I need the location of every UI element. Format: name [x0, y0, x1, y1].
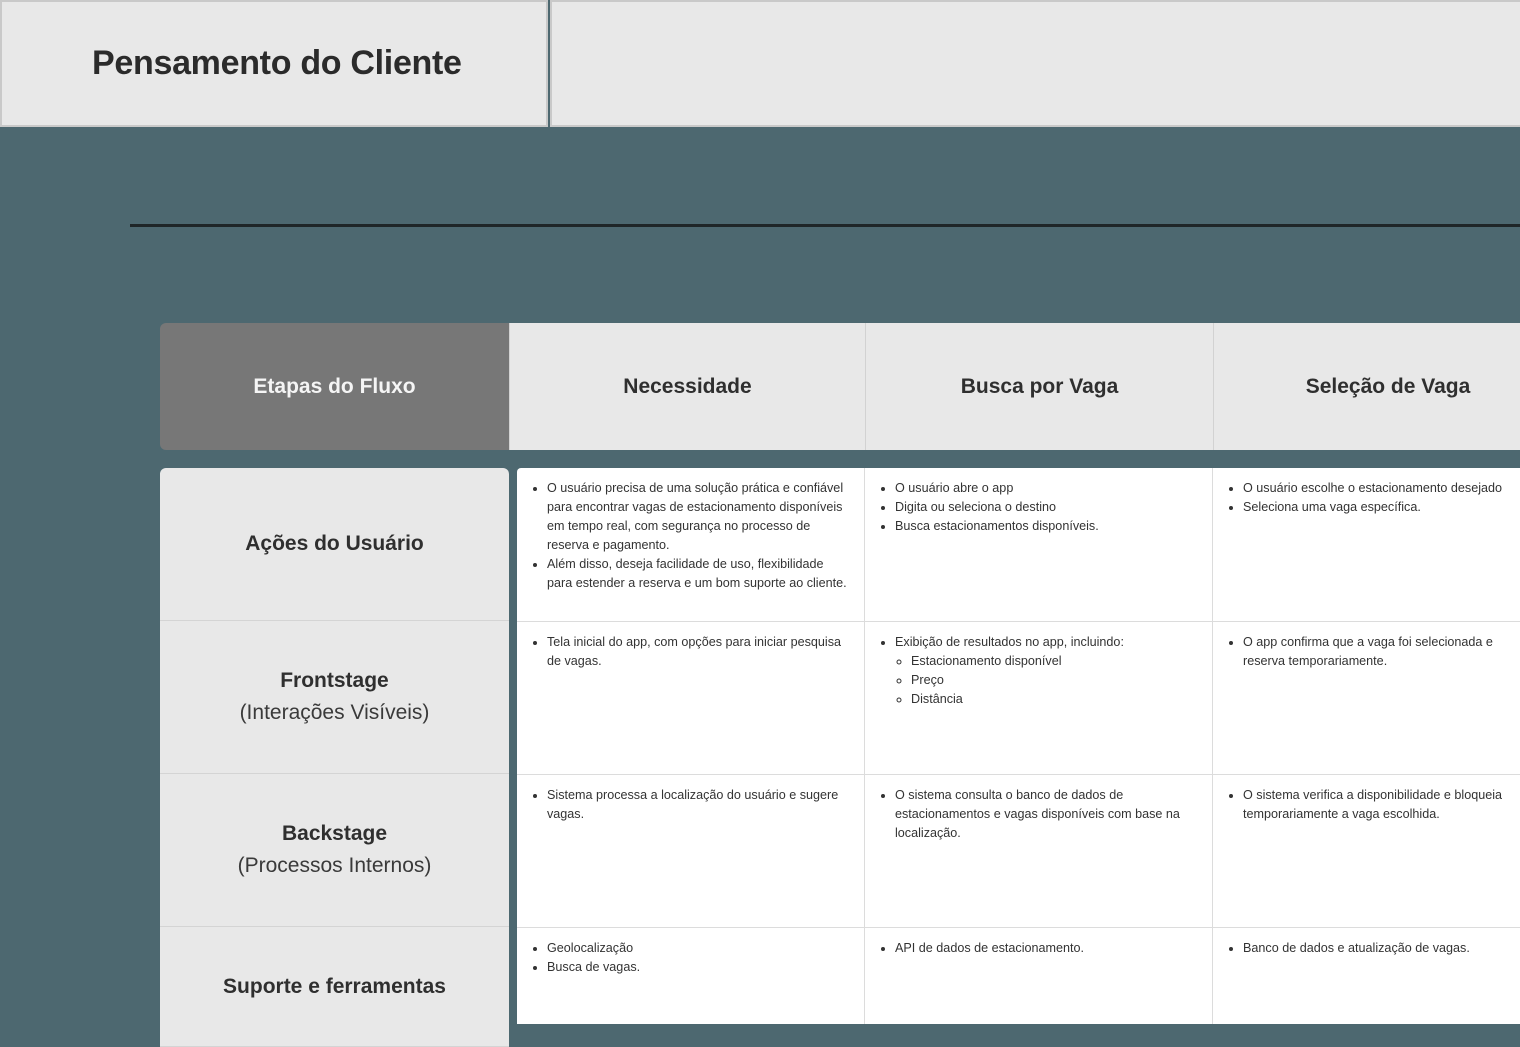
list-item: • Busca de vagas. [547, 958, 852, 977]
cell-acoes-busca [865, 468, 1213, 622]
sub-list-item: ◦ Distância [911, 690, 1200, 709]
cell-backstage-busca [865, 775, 1213, 928]
row-label-text: Frontstage [280, 669, 389, 692]
list-item: • O app confirma que a vaga foi selecionada e reserva temporariamente. [1243, 633, 1510, 671]
row-label-text: Backstage [281, 822, 388, 845]
row-label-acoes-do-usuario [160, 468, 509, 621]
row-sublabel-text: (Interações Visíveis) [239, 701, 430, 724]
cell-suporte-necessidade [517, 928, 865, 1024]
header-stage-busca-por-vaga: Busca por Vaga [865, 323, 1213, 450]
header-stage-necessidade: Necessidade [509, 323, 865, 450]
row-label-text: Suporte e ferramentas [223, 974, 446, 998]
header-stage-selecao-de-vaga: Seleção de Vaga [1213, 323, 1520, 450]
list-item: • Seleciona uma vaga específica. [1243, 498, 1510, 517]
sub-list-item: ◦ Preço [911, 671, 1200, 690]
list-item: • Busca estacionamentos disponíveis. [895, 517, 1200, 536]
list-item: • O sistema verifica a disponibilidade e bloqueia temporariamente a vaga escolhida. [1243, 786, 1510, 824]
list-item: • Banco de dados e atualização de vagas. [1243, 939, 1510, 958]
cell-frontstage-necessidade [517, 622, 865, 775]
list-item: • Tela inicial do app, com opções para iniciar pesquisa de vagas. [547, 633, 852, 671]
list-item: • O usuário escolhe o estacionamento desejado [1243, 479, 1510, 498]
cell-acoes-necessidade [517, 468, 865, 622]
title-cell [0, 0, 548, 127]
cell-acoes-selecao [1213, 468, 1520, 622]
list-item: • Digita ou seleciona o destino [895, 498, 1200, 517]
header-stages-label: Etapas do Fluxo [160, 323, 509, 450]
list-item [895, 633, 1200, 709]
sub-list-item: ◦ Estacionamento disponível [911, 652, 1200, 671]
section-divider [130, 224, 1520, 227]
row-label-text: Ações do Usuário [245, 532, 424, 555]
list-item: • API de dados de estacionamento. [895, 939, 1200, 958]
cell-backstage-selecao [1213, 775, 1520, 928]
cell-suporte-busca [865, 928, 1213, 1024]
cell-backstage-necessidade [517, 775, 865, 928]
cell-frontstage-busca [865, 622, 1213, 775]
page-title: Pensamento do Cliente [92, 44, 462, 82]
list-item: • O usuário abre o app [895, 479, 1200, 498]
row-label-frontstage [160, 621, 509, 774]
row-label-backstage [160, 774, 509, 927]
blueprint-body [517, 468, 1520, 1024]
list-item: • Além disso, deseja facilidade de uso, flexibilidade para estender a reserva e um bom suporte ao cliente. [547, 555, 852, 593]
title-blank-cell [550, 0, 1520, 127]
row-label-suporte-e-ferramentas [160, 927, 509, 1047]
cell-frontstage-selecao [1213, 622, 1520, 775]
list-item: • Sistema processa a localização do usuário e sugere vagas. [547, 786, 852, 824]
row-sublabel-text: (Processos Internos) [237, 854, 432, 877]
list-item: • O usuário precisa de uma solução prática e confiável para encontrar vagas de estacionamento disponíveis em tempo real, com segurança no processo de reserva e pagamento. [547, 479, 852, 555]
list-item: • O sistema consulta o banco de dados de estacionamentos e vagas disponíveis com base na localização. [895, 786, 1200, 843]
list-item: • Geolocalização [547, 939, 852, 958]
list-item-text: Exibição de resultados no app, incluindo: [895, 635, 1124, 649]
cell-suporte-selecao [1213, 928, 1520, 1024]
